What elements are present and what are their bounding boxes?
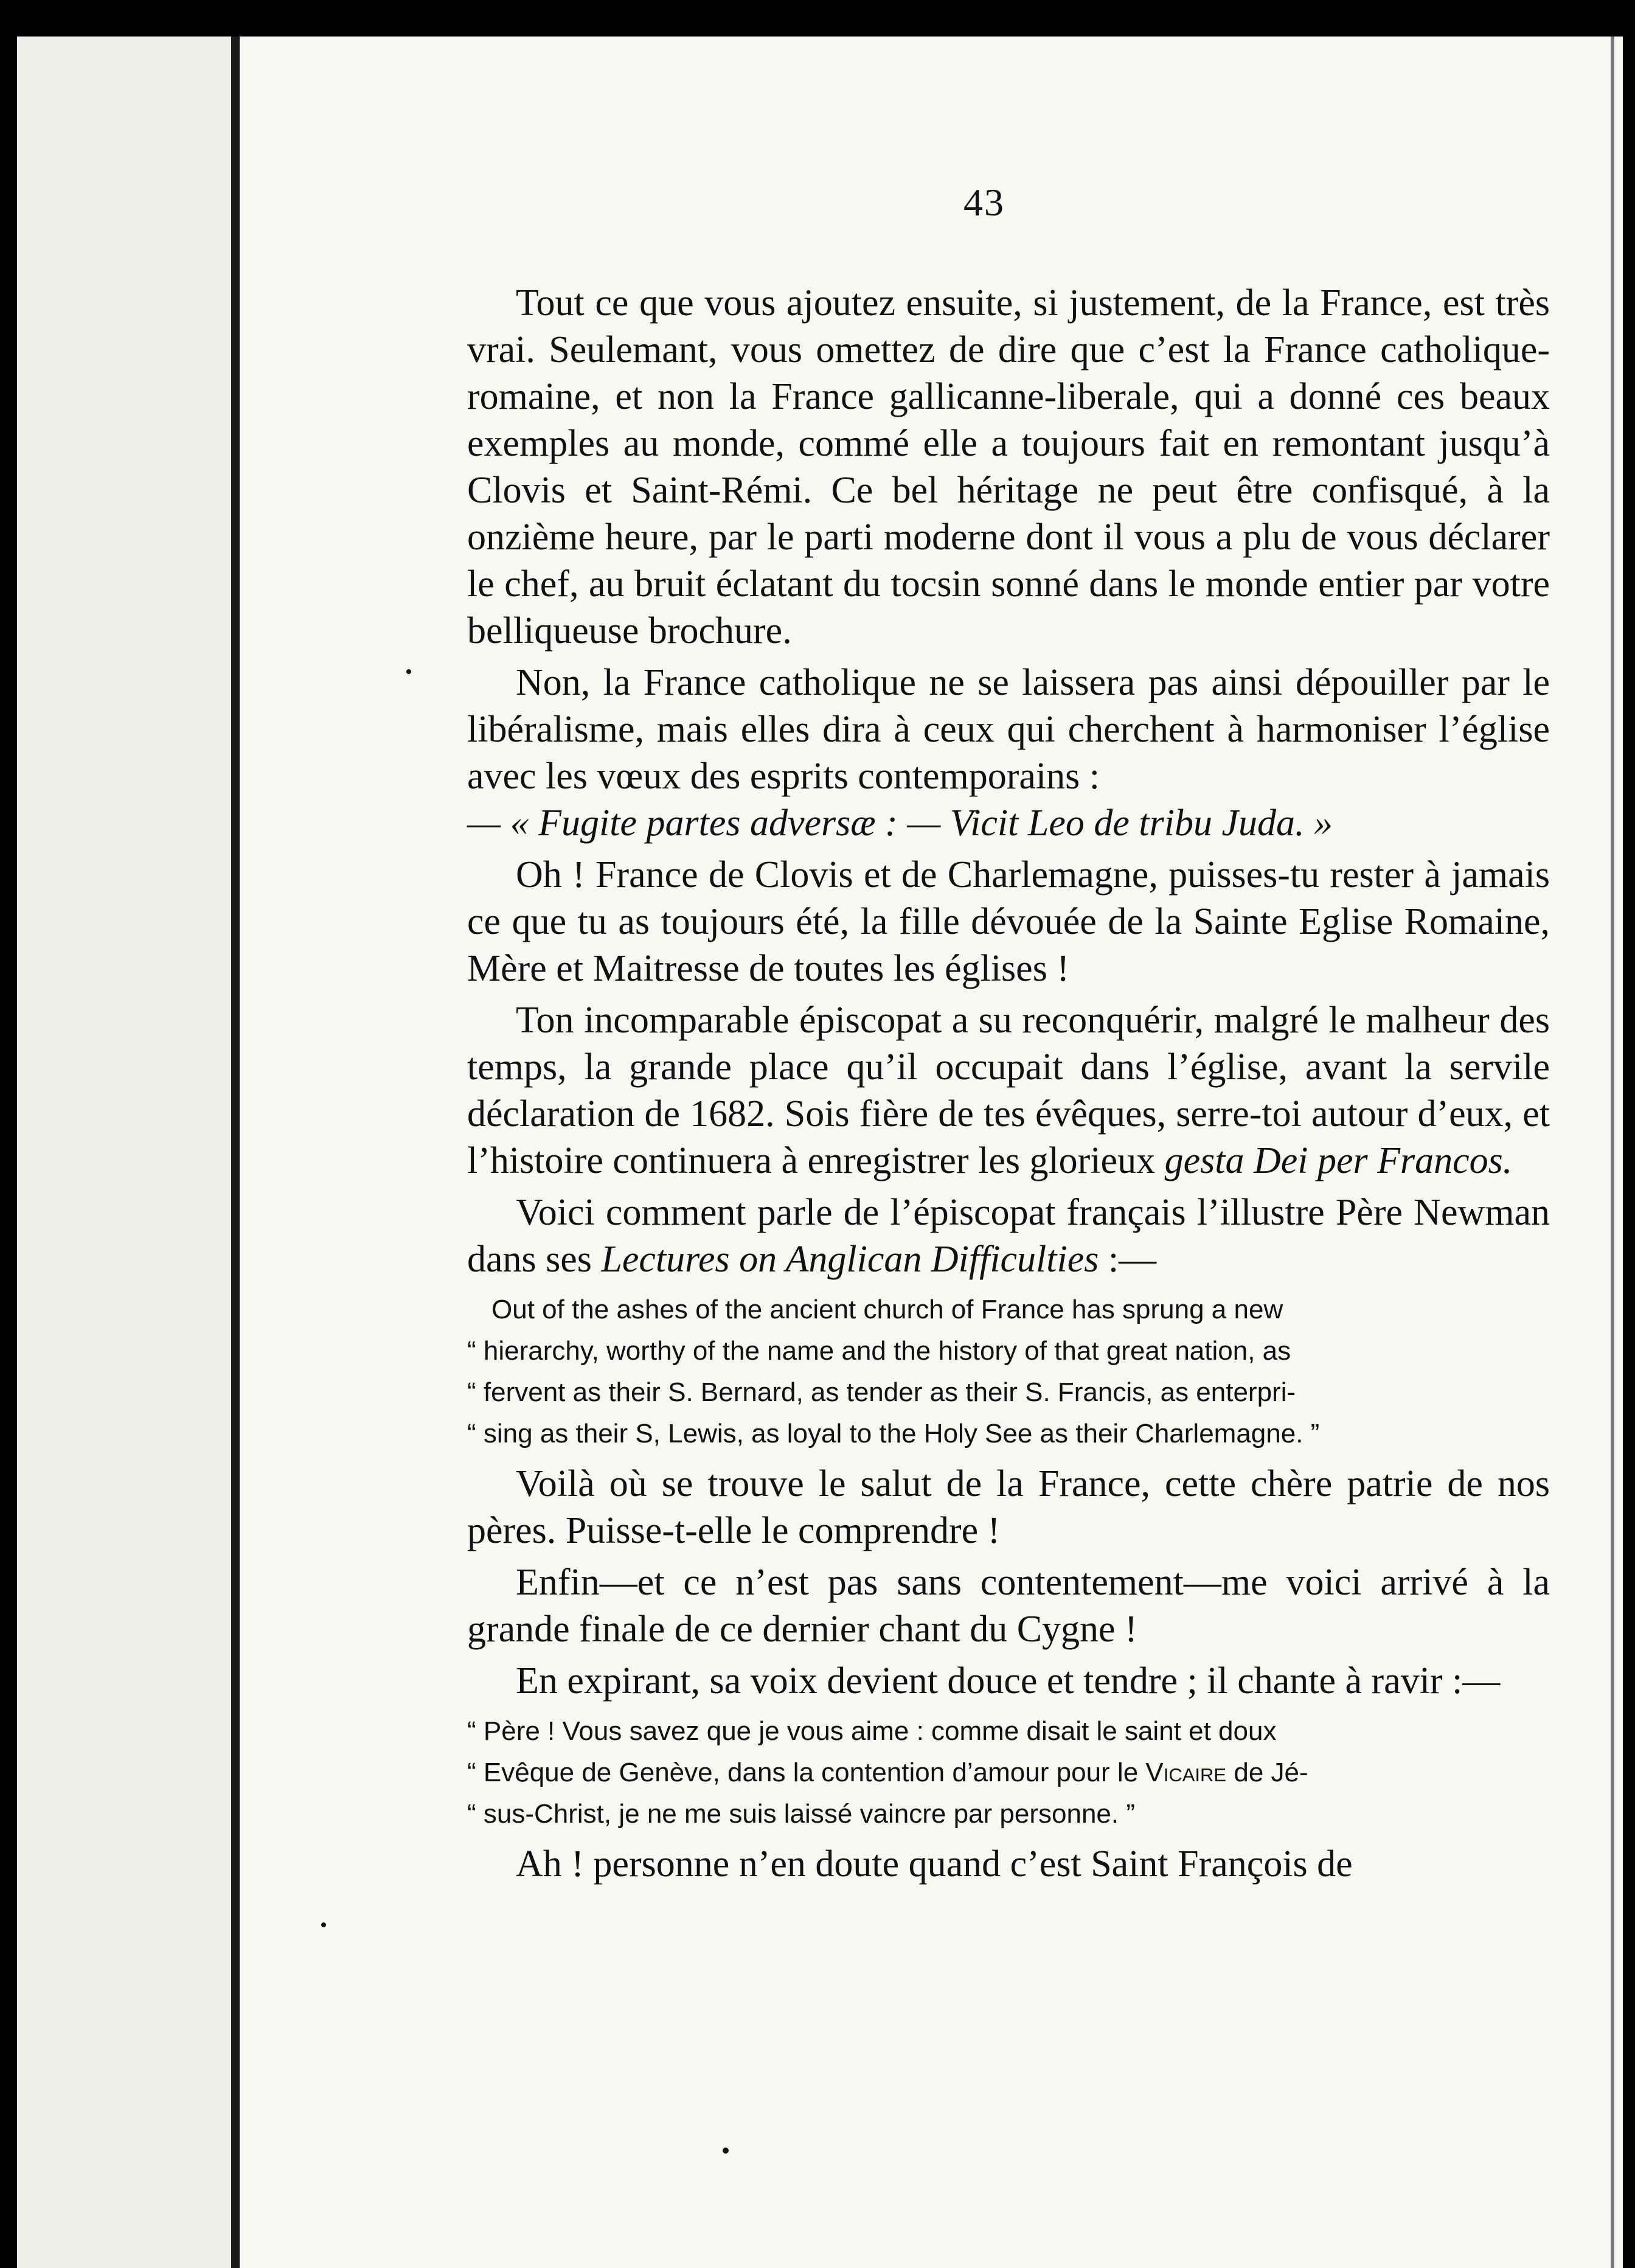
- paragraph: Enfin—et ce n’est pas sans contentement—me voici arrivé à la grande finale de ce dernier chant du Cygne !: [467, 1562, 1550, 1650]
- paragraph: Oh ! France de Clovis et de Charlemagne, puisses-tu rester à jamais ce que tu as toujours été, la fille dévouée de la Sainte Eglise Romaine, Mère et Maitresse de toutes les églises !: [467, 854, 1550, 989]
- page-edge-line: [1611, 37, 1614, 2268]
- paragraph-text: Ton incomparable épiscopat a su reconquérir, malgré le malheur des temps, la grande place qu’il occupait dans l’église, avant la servile déclaration de 1682. Sois fière de tes évêques, serre-toi autour d’eux, et l’histoire continuera à enregistrer les glorieux: [467, 1000, 1550, 1181]
- book-page: [17, 37, 1623, 2268]
- newman-quote: [467, 1289, 1550, 1455]
- paragraph: Tout ce que vous ajoutez ensuite, si justement, de la France, est très vrai. Seulemant, vous omettez de dire que c’est la France catholique-romaine, et non la France gallicanne-liberale, qui a donné ces beaux exemples au monde, commé elle a toujours fait en remontant jusqu’à Clovis et Saint-Rémi. Ce bel héritage ne peut être confisqué, à la onzième heure, par le parti moderne dont il vous a plu de vous déclarer le chef, au bruit éclatant du tocsin sonné dans le monde entier par votre belliqueuse brochure.: [467, 282, 1550, 652]
- quote-line: [467, 1752, 1550, 1793]
- pere-quote: [467, 1711, 1550, 1835]
- paragraph: [467, 997, 1550, 1184]
- binding-gutter: [231, 37, 240, 2268]
- paragraph: Ah ! personne n’en doute quand c’est Saint François de: [516, 1843, 1353, 1885]
- paragraph: [467, 1189, 1550, 1283]
- paragraph: Voilà où se trouve le salut de la France, cette chère patrie de nos pères. Puisse-t-elle le comprendre !: [467, 1463, 1550, 1551]
- paragraph: Non, la France catholique ne se laissera pas ainsi dépouiller par le libéralisme, mais elles dira à ceux qui cherchent à harmoniser l’église avec les vœux des esprits contemporains :: [467, 662, 1550, 797]
- quote-line: “ sus-Christ, je ne me suis laissé vaincre par personne. ”: [467, 1799, 1135, 1829]
- quote-line: “ fervent as their S. Bernard, as tender as their S. Francis, as enterpri-: [467, 1377, 1296, 1407]
- quote-text: “ Evêque de Genève, dans la contention d’amour pour le: [467, 1758, 1139, 1787]
- scan-right-border: [1623, 0, 1635, 2268]
- quote-line: “ sing as their S, Lewis, as loyal to the Holy See as their Charlemagne. ”: [467, 1419, 1320, 1449]
- scan-speck: [321, 1922, 326, 1927]
- italic-phrase: gesta Dei per Francos.: [1164, 1140, 1513, 1181]
- quote-line: “ hierarchy, worthy of the name and the history of that great nation, as: [467, 1336, 1291, 1366]
- quote-line: “ Père ! Vous savez que je vous aime : comme disait le saint et doux: [467, 1716, 1277, 1746]
- scan-speck: [723, 2148, 729, 2154]
- body-text: [467, 280, 1550, 1888]
- paragraph: En expirant, sa voix devient douce et tendre ; il chante à ravir :—: [516, 1660, 1501, 1702]
- quote-text: de Jé-: [1234, 1758, 1308, 1787]
- latin-quote: — « Fugite partes adversæ : — Vicit Leo de tribu Juda. »: [467, 802, 1333, 844]
- page-number: 43: [963, 181, 1005, 224]
- quote-line: Out of the ashes of the ancient church of France has sprung a new: [491, 1295, 1283, 1324]
- scan-speck: [406, 669, 411, 674]
- small-caps-word: Vicaire: [1145, 1758, 1227, 1787]
- scan-left-border: [0, 0, 17, 2268]
- facing-page-margin: [17, 37, 231, 2268]
- paragraph-text: Voici comment parle de l’épiscopat français l’illustre Père Newman dans ses: [467, 1192, 1550, 1280]
- book-title: Lectures on Anglican Difficulties: [601, 1239, 1099, 1280]
- paragraph-text: :—: [1108, 1239, 1157, 1280]
